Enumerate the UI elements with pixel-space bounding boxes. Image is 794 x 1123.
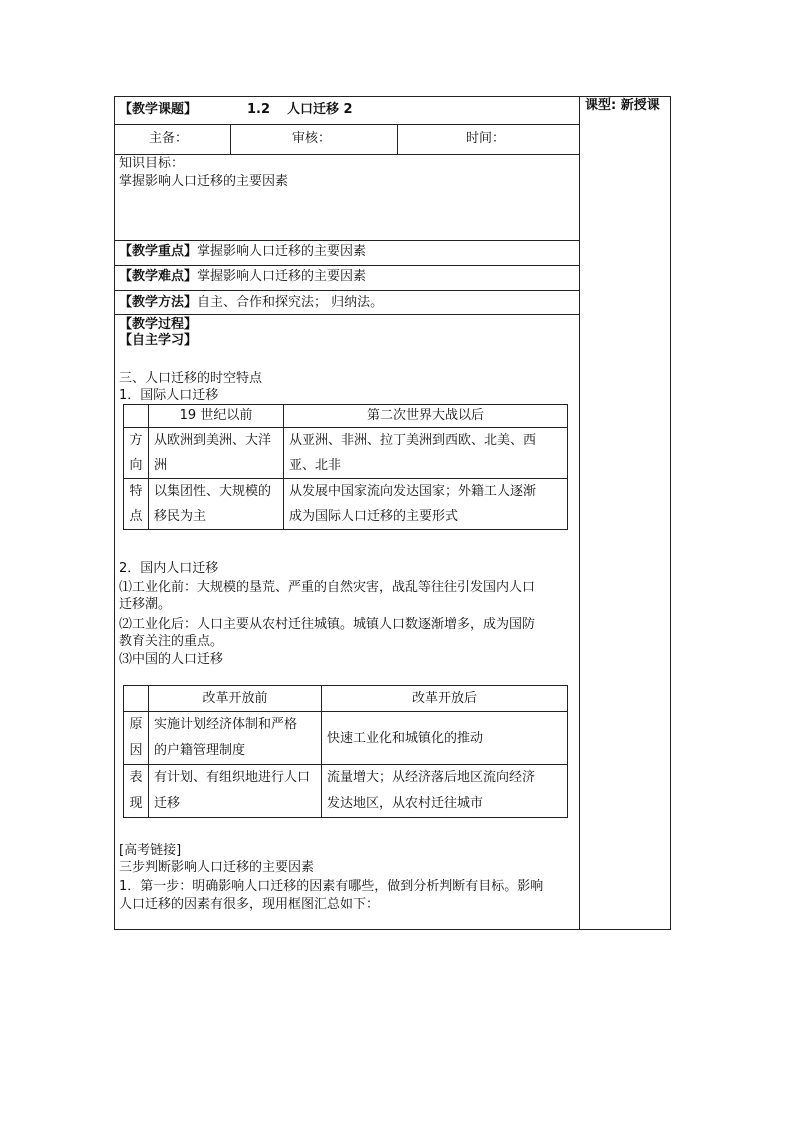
domestic-p3: ⑶中国的人口迁移 [119,652,224,667]
row-divider-objectives [114,240,579,241]
row-divider-keypoint [114,265,579,266]
table-cell: 流量增大；从经济落后地区流向经济 发达地区，从农村迁往城市 [322,765,568,818]
domestic-migration-title: 2．国内人口迁移 [119,561,219,576]
intl-col-header-2: 第二次世界大战以后 [284,405,568,428]
table-cell: 以集团性、大规模的 移民为主 [149,479,284,530]
intl-col-header-1: 19 世纪以前 [149,405,284,428]
row-label: 特 点 [124,479,149,530]
table-cell: 实施计划经济体制和严格 的户籍管理制度 [149,712,322,765]
row-divider-header [114,124,579,125]
course-type: 课型: 新授课 [585,98,660,113]
method-text: 自主、合作和探究法； 归纳法。 [197,295,384,310]
row-divider-difficulty [114,290,579,291]
table-row [124,765,568,818]
intl-migration-title: 1．国际人口迁移 [119,388,219,403]
step1-line2: 人口迁移的因素有很多，现用框图汇总如下： [119,897,380,912]
intl-migration-table [123,404,568,530]
lesson-number: 1.2 [247,102,271,117]
key-point-text: 掌握影响人口迁移的主要因素 [197,244,367,259]
domestic-p1-line1: ⑴工业化前：大规模的垦荒、严重的自然灾害，战乱等往往引发国内人口 [119,580,536,595]
staff-divider-1 [230,124,231,154]
lesson-title: 人口迁移 2 [287,102,353,117]
subject-label: 【教学课题】 [119,102,198,117]
table-row [124,712,568,765]
table-corner [124,686,149,712]
table-cell: 从欧洲到美洲、大洋 洲 [149,428,284,479]
difficulty-row [119,269,366,285]
key-point-row [119,244,366,260]
objectives-label: 知识目标： [119,156,185,171]
row-label: 表 现 [124,765,149,818]
row-label: 方 向 [124,428,149,479]
china-col-header-2: 改革开放后 [322,686,568,712]
exam-link-label: [高考链接] [119,843,182,858]
section3-title: 三、人口迁移的时空特点 [119,371,263,386]
method-row [119,295,383,311]
time-label: 时间： [466,131,506,146]
right-column-divider [579,96,580,930]
staff-divider-2 [397,124,398,154]
domestic-p2-line2: 教育关注的重点。 [119,634,224,649]
row-divider-method [114,314,579,315]
table-row [124,479,568,530]
objectives-text: 掌握影响人口迁移的主要因素 [119,174,289,189]
table-cell: 从发展中国家流向发达国家；外籍工人逐渐 成为国际人口迁移的主要形式 [284,479,568,530]
table-corner [124,405,149,428]
row-label: 原 因 [124,712,149,765]
difficulty-label: 【教学难点】 [119,269,198,284]
table-cell: 从亚洲、非洲、拉丁美洲到西欧、北美、西 亚、北非 [284,428,568,479]
preparer-label: 主备： [149,131,189,146]
china-col-header-1: 改革开放前 [149,686,322,712]
domestic-p1-line2: 迁移潮。 [119,597,172,612]
reviewer-label: 审核： [292,131,332,146]
table-cell: 快速工业化和城镇化的推动 [322,712,568,765]
row-divider-staff [114,154,579,155]
step1-line1: 1．第一步：明确影响人口迁移的因素有哪些，做到分析判断有目标。影响 [119,879,544,894]
table-row [124,428,568,479]
method-label: 【教学方法】 [119,295,198,310]
table-cell: 有计划、有组织地进行人口 迁移 [149,765,322,818]
process-label: 【教学过程】 [119,317,198,332]
china-migration-table [123,685,568,818]
domestic-p2-line1: ⑵工业化后：人口主要从农村迁往城镇。城镇人口数逐渐增多，成为国防 [119,617,536,632]
key-point-label: 【教学重点】 [119,244,198,259]
difficulty-text: 掌握影响人口迁移的主要因素 [197,269,367,284]
three-steps-title: 三步判断影响人口迁移的主要因素 [119,860,315,875]
self-study-label: 【自主学习】 [119,333,198,348]
